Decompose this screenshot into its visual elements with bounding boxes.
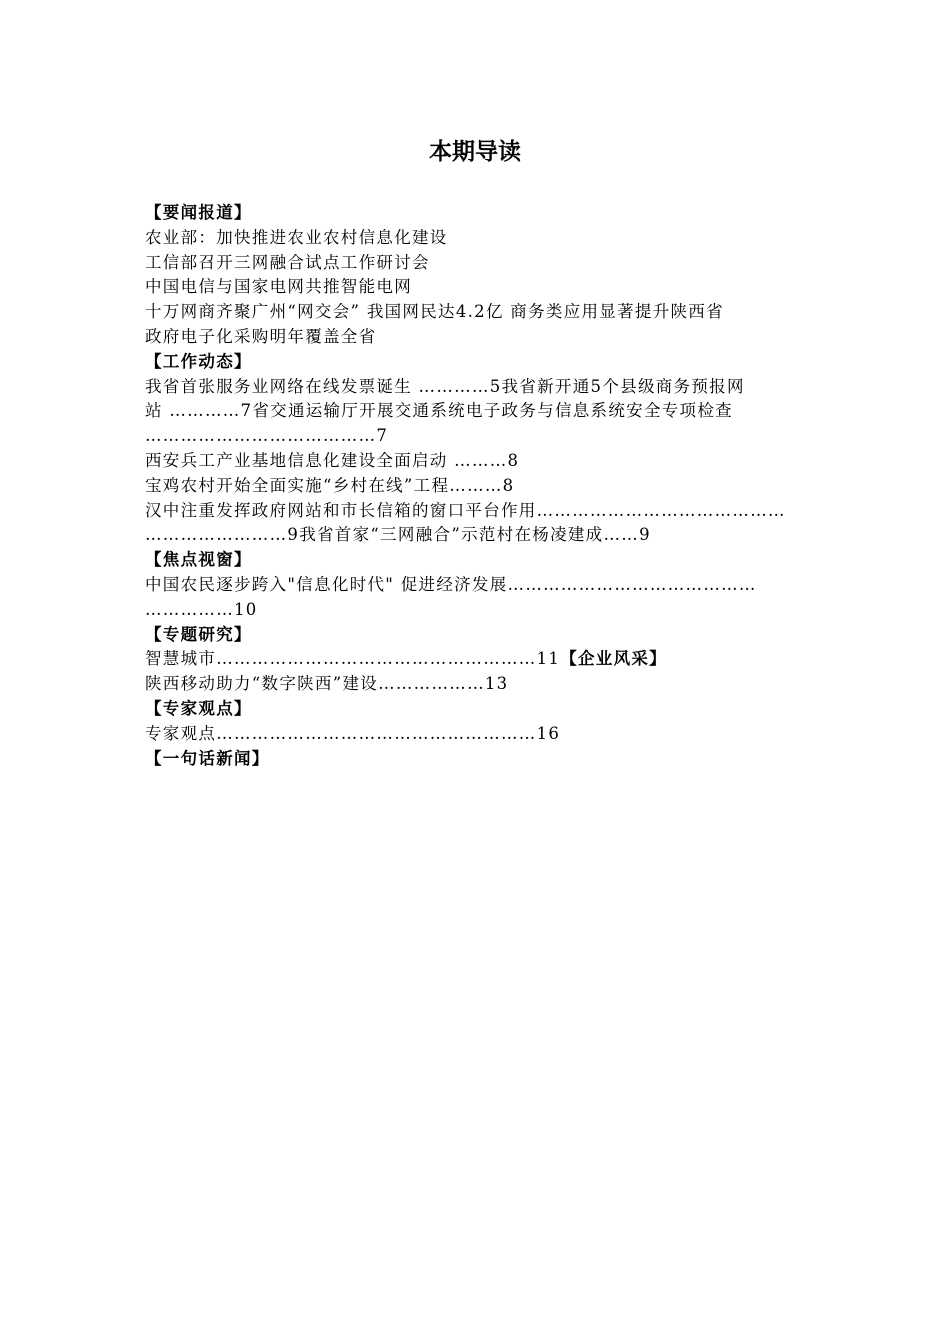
table-of-contents [145,201,805,771]
toc-entry[interactable]: 汉中注重发挥政府网站和市长信箱的窗口平台作用…………………………………… [145,500,786,520]
section-heading-oneliner: 【一句话新闻】 [145,748,270,768]
toc-entry[interactable]: 中国电信与国家电网共推智能电网 [145,277,412,297]
section-heading-focus: 【焦点视窗】 [145,550,252,570]
toc-entry[interactable]: 专家观点………………………………………………16 [145,723,561,743]
toc-entry[interactable]: ……………………9我省首家“三网融合”示范村在杨凌建成……9 [145,525,651,545]
toc-entry[interactable]: 智慧城市………………………………………………11 [145,649,561,669]
section-heading-work: 【工作动态】 [145,351,252,371]
toc-entry[interactable]: 西安兵工产业基地信息化建设全面启动 ………8 [145,450,520,470]
section-heading-expert: 【专家观点】 [145,698,252,718]
toc-entry[interactable]: 站 …………7省交通运输厅开展交通系统电子政务与信息系统安全专项检查 [145,401,733,421]
toc-entry[interactable]: 我省首张服务业网络在线发票诞生 …………5我省新开通5个县级商务预报网 [145,376,745,396]
toc-entry-with-inline-heading [145,647,805,672]
page-title: 本期导读 [429,139,521,165]
section-heading-enterprise: 【企业风采】 [560,649,668,669]
section-heading-news: 【要闻报道】 [145,203,252,222]
toc-entry[interactable]: 政府电子化采购明年覆盖全省 [145,326,377,346]
toc-entry[interactable]: 宝鸡农村开始全面实施“乡村在线”工程………8 [145,475,515,495]
toc-entry[interactable]: 十万网商齐聚广州“网交会” 我国网民达4.2亿 商务类应用显著提升陕西省 [145,302,724,322]
toc-entry[interactable]: 农业部：加快推进农业农村信息化建设 [145,227,448,247]
toc-entry[interactable]: …………………………………7 [145,426,389,446]
toc-entry[interactable]: 中国农民逐步跨入"信息化时代" 促进经济发展…………………………………… [145,574,757,594]
toc-entry[interactable]: 工信部召开三网融合试点工作研讨会 [145,252,430,272]
section-heading-research: 【专题研究】 [145,624,252,644]
toc-entry[interactable]: ……………10 [145,599,258,619]
toc-entry[interactable]: 陕西移动助力“数字陕西”建设………………13 [145,674,509,694]
